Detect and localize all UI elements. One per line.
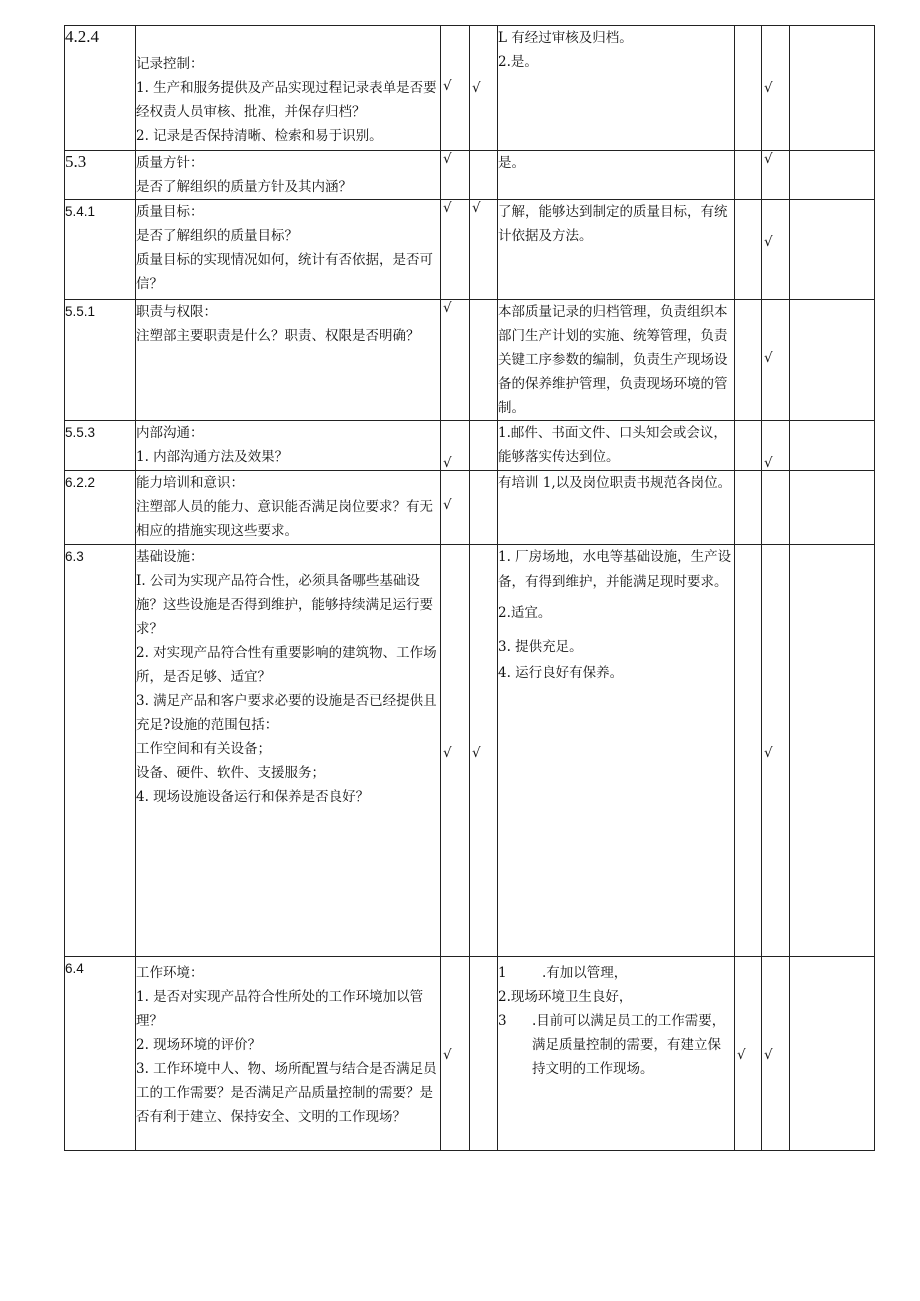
check-mark-col-2 [470,471,498,545]
check-mark-col-1: √ [441,421,470,471]
check-question: 质量方针： 是否了解组织的质量方针及其内涵？ [136,151,441,200]
check-mark-col-4: √ [762,300,790,421]
check-question: 内部沟通： 1. 内部沟通方法及效果？ [136,421,441,471]
table-row [65,151,875,200]
check-result: 1. 厂房场地，水电等基础设施，生产设备，有得到维护，并能满足现时要求。 2.适宜。 3. 提供充足。 4. 运行良好有保养。 [498,545,735,957]
table-row [65,545,875,957]
check-mark-col-1: √ [441,471,470,545]
check-question: 记录控制： 1. 生产和服务提供及产品实现过程记录表单是否要经权责人员审核、批准，并保存归档？ 2. 记录是否保持清晰、检索和易于识别。 [136,26,441,151]
check-mark-col-4: √ [762,200,790,300]
check-mark-col-1: √ [441,545,470,957]
check-mark-col-3 [735,545,762,957]
check-mark-col-4: √ [762,151,790,200]
check-result [498,957,735,1151]
check-mark-col-5 [790,151,875,200]
check-mark-col-3 [735,471,762,545]
check-result: 本部质量记录的归档管理，负责组织本部门生产计划的实施、统筹管理，负责关键工序参数的编制，负责生产现场设备的保养维护管理，负责现场环境的管制。 [498,300,735,421]
table-row [65,957,875,1151]
table-row [65,26,875,151]
check-result: L 有经过审核及归档。 2.是。 [498,26,735,151]
check-mark-col-4: √ [762,545,790,957]
table-row [65,471,875,545]
clause-id: 6.3 [65,545,136,957]
check-mark-col-1: √ [441,26,470,151]
clause-id: 6.2.2 [65,471,136,545]
check-result: 了解，能够达到制定的质量目标，有统计依据及方法。 [498,200,735,300]
check-mark-col-2: √ [470,200,498,300]
check-mark-col-1: √ [441,151,470,200]
check-question: 职责与权限： 注塑部主要职责是什么？职责、权限是否明确？ [136,300,441,421]
check-result: 有培训 1,以及岗位职责书规范各岗位。 [498,471,735,545]
check-mark-col-5 [790,26,875,151]
clause-id: 6.4 [65,957,136,1151]
clause-id: 5.5.3 [65,421,136,471]
check-mark-col-4: √ [762,421,790,471]
check-question: 工作环境： 1. 是否对实现产品符合性所处的工作环境加以管理？ 2. 现场环境的评价？ 3. 工作环境中人、物、场所配置与结合是否满足员工的工作需要？是否满足产品质量控制的需要？是否有利于建立、保持安全、文明的工作现场？ [136,957,441,1151]
check-question: 质量目标： 是否了解组织的质量目标？ 质量目标的实现情况如何，统计有否依据，是否可信？ [136,200,441,300]
check-mark-col-2 [470,151,498,200]
check-mark-col-4 [762,471,790,545]
check-result: 是。 [498,151,735,200]
check-mark-col-2 [470,300,498,421]
check-mark-col-2: √ [470,545,498,957]
check-mark-col-5 [790,300,875,421]
result-item: 2.现场环境卫生良好， [498,989,633,1005]
clause-id: 5.5.1 [65,300,136,421]
result-item: 1 .有加以管理， [498,965,628,981]
check-mark-col-2 [470,957,498,1151]
table-row [65,300,875,421]
check-question: 基础设施： I. 公司为实现产品符合性，必须具备哪些基础设施？这些设施是否得到维护，能够持续满足运行要求？ 2. 对实现产品符合性有重要影响的建筑物、工作场所，是否足够、适宜？ 3. 满足产品和客户要求必要的设施是否已经提供且充足?设施的范围包括： 工作空间和有关设备； 设备、硬件、软件、支援服务； 4. 现场设施设备运行和保养是否良好？ [136,545,441,957]
result-item: 3 .目前可以满足员工的工作需要，满足质量控制的需要，有建立保持文明的工作现场。 [498,1013,726,1077]
check-question: 能力培训和意识： 注塑部人员的能力、意识能否满足岗位要求？有无相应的措施实现这些要求。 [136,471,441,545]
clause-id: 4.2.4 [65,26,136,151]
check-mark-col-3 [735,151,762,200]
audit-checklist-table [64,25,875,1151]
check-mark-col-4: √ [762,957,790,1151]
check-mark-col-1: √ [441,300,470,421]
check-mark-col-2: √ [470,26,498,151]
check-mark-col-3 [735,26,762,151]
check-mark-col-3 [735,421,762,471]
check-mark-col-3 [735,200,762,300]
check-mark-col-1: √ [441,200,470,300]
table-row [65,200,875,300]
check-mark-col-5 [790,957,875,1151]
check-mark-col-3 [735,300,762,421]
check-mark-col-5 [790,545,875,957]
clause-id: 5.4.1 [65,200,136,300]
check-mark-col-5 [790,421,875,471]
check-mark-col-5 [790,200,875,300]
check-mark-col-5 [790,471,875,545]
check-mark-col-3: √ [735,957,762,1151]
check-mark-col-2 [470,421,498,471]
check-mark-col-4: √ [762,26,790,151]
check-result: 1.邮件、书面文件、口头知会或会议，能够落实传达到位。 [498,421,735,471]
check-mark-col-1: √ [441,957,470,1151]
table-row [65,421,875,471]
clause-id: 5.3 [65,151,136,200]
